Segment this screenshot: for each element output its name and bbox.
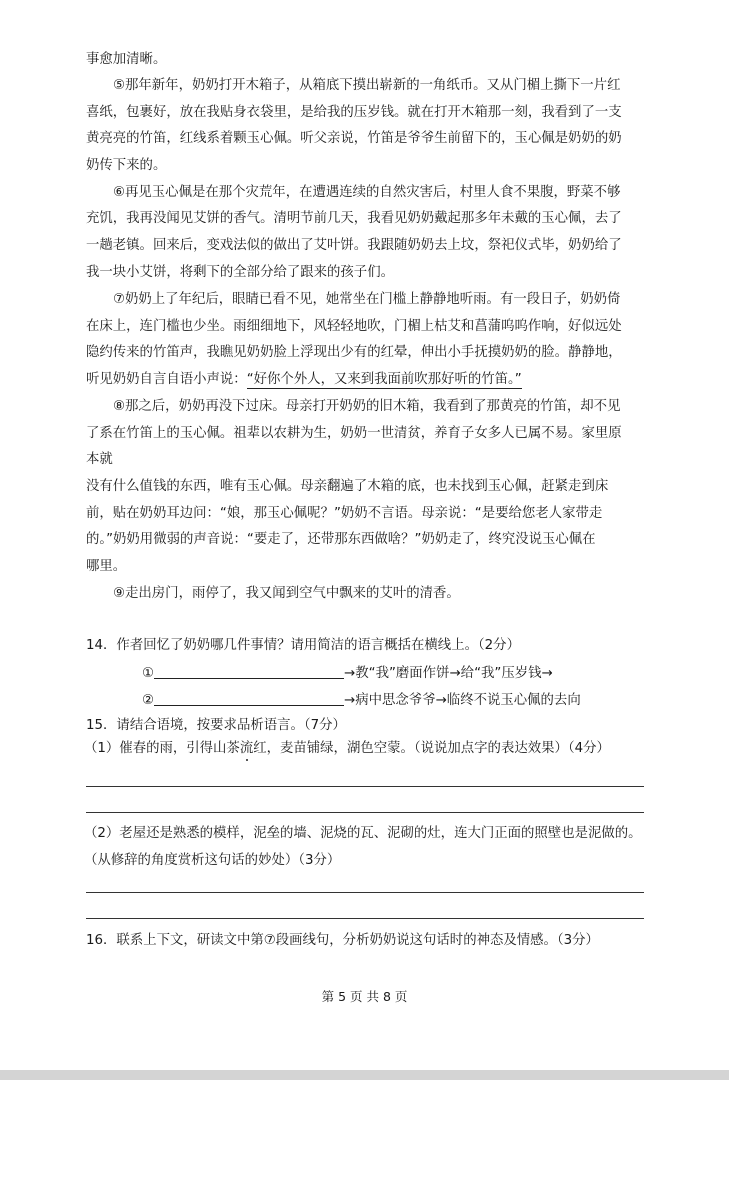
question-15: 15．请结合语境，按要求品析语言。（7分） xyxy=(86,718,346,733)
paragraph-6-line: 一趟老镇。回来后，变戏法似的做出了艾叶饼。我跟随奶奶去上坟，祭祀仪式毕，奶奶给了 xyxy=(86,238,622,253)
q15-1-text-start: （1）催春的雨，引得山茶 xyxy=(84,741,240,756)
passage-line: 事愈加清晰。 xyxy=(86,52,167,67)
answer-line[interactable] xyxy=(86,892,644,893)
paragraph-6-line: 充饥，我再没闻见艾饼的香气。清明节前几天，我看见奶奶戴起那多年未戴的玉心佩，去了 xyxy=(86,211,622,226)
paragraph-9-line: ⑨走出房门，雨停了，我又闻到空气中飘来的艾叶的清香。 xyxy=(113,586,460,601)
q14-blank-1[interactable] xyxy=(154,664,344,679)
q14-blank-2[interactable] xyxy=(154,691,344,706)
q14-answer-line-1 xyxy=(142,664,553,683)
paragraph-6-line: ⑥再见玉心佩是在那个灾荒年，在遭遇连续的自然灾害后，村里人食不果腹，野菜不够 xyxy=(113,185,621,200)
paragraph-5-line: 黄亮亮的竹笛，红线系着颗玉心佩。听父亲说，竹笛是爷爷生前留下的，玉心佩是奶奶的奶 xyxy=(86,131,622,146)
paragraph-7-prefix: 听见奶奶自言自语小声说： xyxy=(86,372,247,387)
q14-item-2-number: ② xyxy=(142,693,155,708)
paragraph-7-line: 在床上，连门槛也少坐。雨细细地下，风轻轻地吹，门楣上枯艾和菖蒲呜呜作响，好似远处 xyxy=(86,319,622,334)
paragraph-8-line: ⑧那之后，奶奶再没下过床。母亲打开奶奶的旧木箱，我看到了那黄亮的竹笛，却不见 xyxy=(113,399,621,414)
paragraph-8-line: 没有什么值钱的东西，唯有玉心佩。母亲翻遍了木箱的底，也未找到玉心佩，赶紧走到床 xyxy=(86,479,609,494)
paragraph-8-line: 的。”奶奶用微弱的声音说：“要走了，还带那东西做啥？”奶奶走了，终究没说玉心佩在 xyxy=(86,532,596,547)
answer-line[interactable] xyxy=(86,918,644,919)
paragraph-6-line: 我一块小艾饼，将剩下的全部分给了跟来的孩子们。 xyxy=(86,265,394,280)
page-separator xyxy=(0,1070,729,1080)
answer-line[interactable] xyxy=(86,812,644,813)
answer-line[interactable] xyxy=(86,786,644,787)
underlined-sentence: “好你个外人，又来到我面前吹那好听的竹笛。” xyxy=(246,372,522,387)
paragraph-5-line: 喜纸，包裹好，放在我贴身衣袋里，是给我的压岁钱。就在打开木箱那一刻，我看到了一支 xyxy=(86,105,622,120)
dotted-character: 流 xyxy=(239,741,254,756)
blank-area xyxy=(0,1080,729,1182)
paragraph-5-line: ⑤那年新年，奶奶打开木箱子，从箱底下摸出崭新的一角纸币。又从门楣上撕下一片红 xyxy=(113,78,621,93)
q14-item-1-text: →教“我”磨面作饼→给“我”压岁钱→ xyxy=(344,666,553,681)
q14-item-1-number: ① xyxy=(142,666,155,681)
question-14: 14．作者回忆了奶奶哪几件事情？请用简洁的语言概括在横线上。（2分） xyxy=(86,638,520,653)
paragraph-7-last-line xyxy=(86,371,522,389)
paragraph-8-line: 本就 xyxy=(86,452,113,467)
question-15-1 xyxy=(84,740,610,758)
q15-1-text-end: 红，麦苗铺绿，湖色空蒙。（说说加点字的表达效果）（4分） xyxy=(253,741,610,756)
paragraph-7-line: 隐约传来的竹笛声，我瞧见奶奶脸上浮现出少有的红晕，伸出小手抚摸奶奶的脸。静静地， xyxy=(86,345,622,360)
paragraph-7-line: ⑦奶奶上了年纪后，眼睛已看不见，她常坐在门槛上静静地听雨。有一段日子，奶奶倚 xyxy=(113,292,621,307)
q14-answer-line-2 xyxy=(142,691,581,710)
question-16: 16．联系上下文，研读文中第⑦段画线句，分析奶奶说这句话时的神态及情感。（3分） xyxy=(86,933,599,948)
page-number: 第 5 页 共 8 页 xyxy=(321,989,408,1004)
paragraph-8-line: 前，贴在奶奶耳边问：“娘，那玉心佩呢？”奶奶不言语。母亲说：“是要给您老人家带走 xyxy=(86,506,603,521)
paragraph-8-line: 了系在竹笛上的玉心佩。祖辈以农耕为生，奶奶一世清贫，养育子女多人已属不易。家里原 xyxy=(86,426,622,441)
paragraph-5-line: 奶传下来的。 xyxy=(86,158,167,173)
question-15-2-requirement: （从修辞的角度赏析这句话的妙处）（3分） xyxy=(84,853,341,868)
question-15-2: （2）老屋还是熟悉的模样，泥垒的墙、泥烧的瓦、泥砌的灶，连大门正面的照壁也是泥做的。 xyxy=(84,826,642,841)
paragraph-8-line: 哪里。 xyxy=(86,559,127,574)
q14-item-2-text: →病中思念爷爷→临终不说玉心佩的去向 xyxy=(344,693,581,708)
